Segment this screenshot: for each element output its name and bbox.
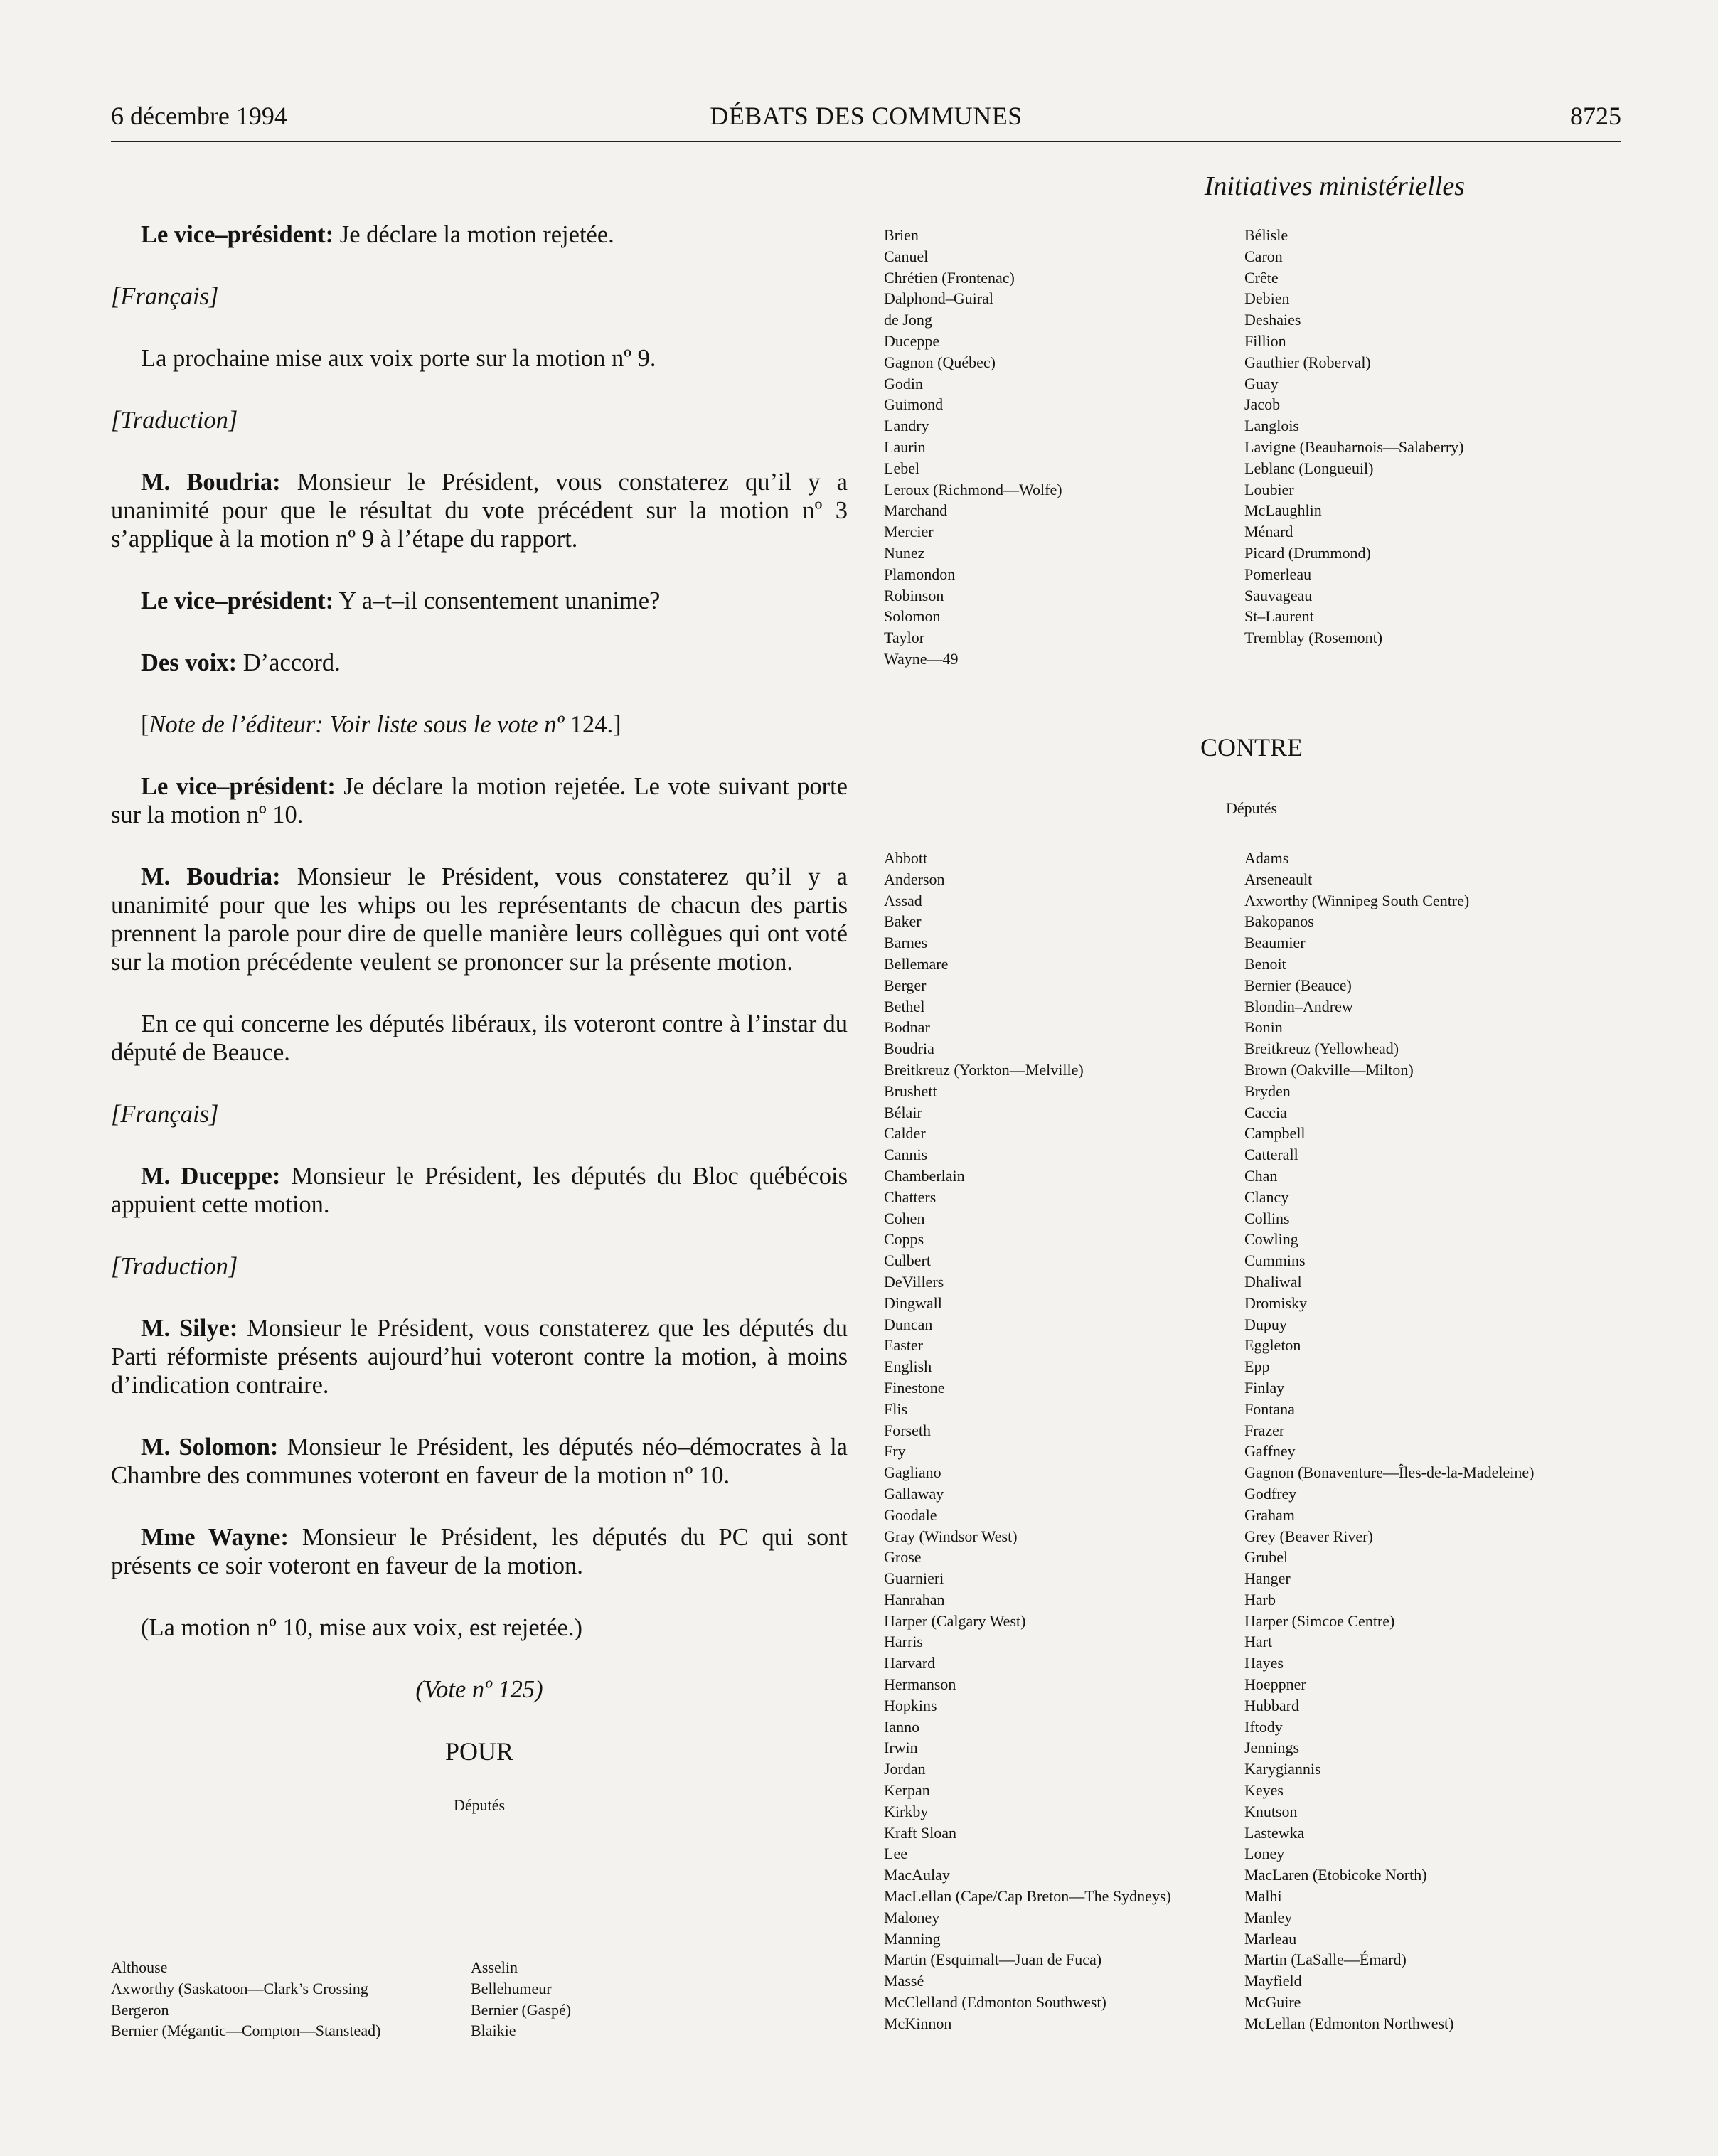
pour-list-right-col2 — [1244, 225, 1464, 649]
member-name: Solomon — [884, 607, 941, 626]
paragraph-11 — [111, 1433, 848, 1490]
member-name: Iftody — [1244, 1717, 1283, 1736]
member-name: Bellehumeur — [471, 1979, 552, 1997]
speech: Y a–t–il consentement unanime? — [334, 587, 661, 614]
language-tag: [Français] — [111, 283, 219, 310]
member-name: McGuire — [1244, 1993, 1301, 2012]
member-name: Martin (Esquimalt—Juan de Fuca) — [884, 1950, 1102, 1969]
member-name: Jennings — [1244, 1739, 1299, 1757]
pour-list-right-col1 — [884, 225, 1062, 670]
member-name: Eggleton — [1244, 1336, 1301, 1355]
speaker: M. Boudria: — [141, 469, 281, 496]
member-name: Pomerleau — [1244, 565, 1312, 583]
member-name: Bélair — [884, 1103, 922, 1121]
contre-deputes-label: Députés — [1225, 799, 1278, 817]
member-name: McLaughlin — [1244, 501, 1322, 520]
member-name: Grubel — [1244, 1548, 1288, 1567]
member-name: Adams — [1244, 849, 1289, 867]
member-name: Chatters — [884, 1188, 937, 1206]
member-name: Guay — [1244, 374, 1279, 393]
member-name: Dalphond–Guiral — [884, 289, 993, 308]
member-name: Deshaies — [1244, 311, 1301, 329]
member-name: Barnes — [884, 934, 928, 952]
member-name: Hoeppner — [1244, 1675, 1306, 1694]
member-name: Axworthy (Saskatoon—Clark’s Crossing — [111, 1979, 368, 1997]
member-name: MacLaren (Etobicoke North) — [1244, 1866, 1427, 1884]
member-name: Mercier — [884, 523, 934, 541]
member-name: Ianno — [884, 1717, 920, 1736]
member-name: Althouse — [111, 1958, 168, 1976]
member-name: Landry — [884, 417, 929, 435]
member-name: Flis — [884, 1399, 908, 1418]
speech: Monsieur le Président, vous constaterez qu’il y a unanimité pour que le résultat du vote précédent sur la motion nº 3 s’applique à la motion nº 9 à l’étape du rapport. — [111, 469, 848, 553]
speech: D’accord. — [237, 649, 341, 676]
member-name: Chamberlain — [884, 1166, 965, 1185]
member-name: Dingwall — [884, 1293, 942, 1312]
member-name: Breitkreuz (Yellowhead) — [1244, 1040, 1399, 1058]
member-name: Ménard — [1244, 523, 1293, 541]
paragraph-12 — [111, 1523, 848, 1580]
speaker: Le vice–président: — [141, 587, 334, 614]
speech: Je déclare la motion rejetée. — [334, 221, 614, 248]
member-name: Bernier (Gaspé) — [471, 2000, 572, 2019]
paragraph-1 — [111, 220, 848, 249]
left-column — [111, 220, 848, 1848]
member-name: Duceppe — [884, 331, 940, 350]
pour-heading: POUR — [444, 1737, 514, 1766]
member-name: McKinnon — [884, 2014, 952, 2032]
member-name: Boudria — [884, 1040, 934, 1058]
member-name: Jacob — [1244, 395, 1281, 414]
member-name: Harper (Calgary West) — [884, 1611, 1026, 1630]
member-name: Duncan — [884, 1315, 933, 1333]
speech: Monsieur le Président, vous constaterez qu’il y a unanimité pour que les whips ou les représentants de chacun des partis prennent la parole pour dire de quelle manière leurs collègues qui ont voté sur la motion précédente veulent se prononcer sur la présente motion. — [111, 863, 848, 976]
member-name: Clancy — [1244, 1188, 1289, 1206]
member-name: Beaumier — [1244, 934, 1306, 952]
member-name: Grose — [884, 1548, 922, 1567]
pour-list-left-col1 — [111, 1957, 380, 2042]
member-name: Canuel — [884, 247, 929, 265]
contre-list-col2 — [1244, 848, 1534, 2034]
member-name: Martin (LaSalle—Émard) — [1244, 1950, 1407, 1969]
member-name: Chan — [1244, 1166, 1278, 1185]
member-name: Hanger — [1244, 1569, 1291, 1588]
paragraph-5 — [111, 649, 848, 677]
member-name: Easter — [884, 1336, 923, 1355]
contre-list-col1 — [884, 848, 1171, 2034]
speech: Monsieur le Président, les députés néo–démocrates à la Chambre des communes voteront en faveur de la motion nº 10. — [111, 1434, 848, 1489]
speaker: M. Solomon: — [141, 1434, 279, 1461]
member-name: Bernier (Mégantic—Compton—Stanstead) — [111, 2022, 381, 2040]
member-name: Asselin — [471, 1958, 518, 1976]
member-name: St–Laurent — [1244, 607, 1314, 626]
member-name: Dromisky — [1244, 1293, 1307, 1312]
member-name: Gagnon (Québec) — [884, 353, 996, 371]
header-title: DÉBATS DES COMMUNES — [710, 102, 1023, 130]
member-name: Manning — [884, 1929, 941, 1948]
member-name: Harb — [1244, 1590, 1276, 1608]
member-name: Copps — [884, 1230, 924, 1249]
paragraph-9 — [111, 1162, 848, 1219]
member-name: Hayes — [1244, 1654, 1284, 1672]
member-name: Blondin–Andrew — [1244, 997, 1353, 1015]
member-name: Leblanc (Longueuil) — [1244, 459, 1374, 477]
member-name: Debien — [1244, 289, 1290, 308]
member-name: Knutson — [1244, 1802, 1298, 1820]
member-name: Bergeron — [111, 2000, 169, 2019]
member-name: Bélisle — [1244, 226, 1288, 244]
member-name: Laurin — [884, 437, 926, 456]
member-name: Fry — [884, 1442, 906, 1461]
member-name: Manley — [1244, 1908, 1293, 1926]
member-name: Hubbard — [1244, 1696, 1299, 1714]
speaker: Le vice–président: — [141, 773, 336, 800]
page-header — [111, 97, 1621, 142]
member-name: Taylor — [884, 629, 925, 647]
member-name: Bakopanos — [1244, 912, 1314, 931]
member-name: Marchand — [884, 501, 948, 520]
member-name: Graham — [1244, 1505, 1295, 1524]
member-name: Gray (Windsor West) — [884, 1527, 1018, 1545]
member-name: Baker — [884, 912, 922, 931]
member-name: Bethel — [884, 997, 925, 1015]
member-name: Anderson — [884, 870, 945, 888]
member-name: Brown (Oakville—Milton) — [1244, 1060, 1414, 1079]
member-name: Forseth — [884, 1421, 931, 1439]
member-name: Guimond — [884, 395, 944, 414]
member-name: Goodale — [884, 1505, 937, 1524]
member-name: Gauthier (Roberval) — [1244, 353, 1371, 371]
deputes-label: Députés — [453, 1796, 506, 1814]
member-name: Grey (Beaver River) — [1244, 1527, 1373, 1545]
member-name: Godin — [884, 374, 923, 393]
speech: Monsieur le Président, les députés du Bloc québécois appuient cette motion. — [111, 1163, 848, 1218]
member-name: Blaikie — [471, 2022, 516, 2040]
vote-label: (Vote nº 125) — [415, 1676, 543, 1703]
editor-note: [Note de l’éditeur: Voir liste sous le vote nº 124.] — [141, 711, 621, 738]
member-name: Marleau — [1244, 1929, 1297, 1948]
member-name: Fillion — [1244, 331, 1286, 350]
member-name: Brien — [884, 226, 919, 244]
member-name: Bryden — [1244, 1082, 1291, 1100]
member-name: Plamondon — [884, 565, 956, 583]
member-name: Hopkins — [884, 1696, 937, 1714]
member-name: Calder — [884, 1124, 926, 1143]
member-name: Gagliano — [884, 1463, 941, 1482]
member-name: Finestone — [884, 1378, 945, 1397]
member-name: Kraft Sloan — [884, 1823, 957, 1842]
section-title: Initiatives ministérielles — [1204, 171, 1465, 201]
member-name: Guarnieri — [884, 1569, 944, 1588]
member-name: Kirkby — [884, 1802, 929, 1820]
member-name: Cowling — [1244, 1230, 1298, 1249]
member-name: Leroux (Richmond—Wolfe) — [884, 480, 1062, 498]
member-name: Picard (Drummond) — [1244, 543, 1371, 562]
member-name: Keyes — [1244, 1781, 1284, 1800]
pour-list-left-col2 — [471, 1957, 571, 2042]
member-name: Loney — [1244, 1845, 1285, 1863]
member-name: Arseneault — [1244, 870, 1313, 888]
speech: Monsieur le Président, vous constaterez que les députés du Parti réformiste présents aujourd’hui voteront contre la motion, à moins d’indication contraire. — [111, 1315, 848, 1399]
member-name: de Jong — [884, 311, 932, 329]
paragraph-10 — [111, 1314, 848, 1399]
member-name: Catterall — [1244, 1146, 1298, 1164]
member-name: MacAulay — [884, 1866, 950, 1884]
member-name: Hermanson — [884, 1675, 956, 1694]
language-tag: [Traduction] — [111, 1253, 238, 1280]
paragraph-3 — [111, 468, 848, 553]
member-name: Harvard — [884, 1654, 936, 1672]
paragraph-7 — [111, 863, 848, 976]
member-name: Collins — [1244, 1209, 1290, 1227]
member-name: Hanrahan — [884, 1590, 945, 1608]
member-name: Irwin — [884, 1739, 918, 1757]
header-page-number: 8725 — [1570, 102, 1621, 130]
language-tag: [Français] — [111, 1101, 219, 1128]
paragraph-13: (La motion nº 10, mise aux voix, est rejetée.) — [141, 1614, 582, 1641]
member-name: Massé — [884, 1972, 924, 1990]
member-name: Cummins — [1244, 1252, 1306, 1270]
member-name: Culbert — [884, 1252, 931, 1270]
member-name: Breitkreuz (Yorkton—Melville) — [884, 1060, 1084, 1079]
speaker: Des voix: — [141, 649, 238, 676]
paragraph-4 — [111, 587, 848, 615]
member-name: Harris — [884, 1633, 923, 1651]
member-name: Epp — [1244, 1357, 1270, 1376]
member-name: Brushett — [884, 1082, 937, 1100]
member-name: Harper (Simcoe Centre) — [1244, 1611, 1395, 1630]
member-name: Loubier — [1244, 480, 1294, 498]
member-name: Gaffney — [1244, 1442, 1296, 1461]
speech: Je déclare la motion rejetée. Le vote suivant porte sur la motion nº 10. — [111, 773, 848, 828]
member-name: Robinson — [884, 586, 944, 604]
member-name: Crête — [1244, 268, 1279, 287]
member-name: Finlay — [1244, 1378, 1285, 1397]
speaker: M. Silye: — [141, 1315, 238, 1342]
member-name: Dhaliwal — [1244, 1272, 1302, 1291]
paragraph-8: En ce qui concerne les députés libéraux, ils voteront contre à l’instar du député de Beauce. — [111, 1010, 848, 1066]
speaker: Mme Wayne: — [141, 1524, 289, 1551]
speech: Monsieur le Président, les députés du PC qui sont présents ce soir voteront en faveur de la motion. — [111, 1524, 848, 1579]
member-name: Lastewka — [1244, 1823, 1305, 1842]
member-name: Frazer — [1244, 1421, 1285, 1439]
member-name: Fontana — [1244, 1399, 1295, 1418]
header-date: 6 décembre 1994 — [111, 102, 287, 130]
member-name: Abbott — [884, 849, 928, 867]
member-name: Maloney — [884, 1908, 940, 1926]
member-name: Bodnar — [884, 1018, 930, 1037]
member-name: Kerpan — [884, 1781, 930, 1800]
member-name: Wayne—49 — [884, 649, 959, 668]
member-name: Gallaway — [884, 1484, 944, 1503]
member-name: Langlois — [1244, 417, 1299, 435]
member-name: Assad — [884, 891, 922, 909]
language-tag: [Traduction] — [111, 407, 238, 434]
member-name: Benoit — [1244, 954, 1286, 973]
member-name: Malhi — [1244, 1887, 1282, 1906]
member-name: Bonin — [1244, 1018, 1283, 1037]
member-name: Gagnon (Bonaventure—Îles-de-la-Madeleine) — [1244, 1463, 1535, 1482]
member-name: Bernier (Beauce) — [1244, 976, 1352, 994]
member-name: MacLellan (Cape/Cap Breton—The Sydneys) — [884, 1887, 1171, 1906]
member-name: Tremblay (Rosemont) — [1244, 629, 1383, 647]
member-name: Lee — [884, 1845, 907, 1863]
member-name: Cohen — [884, 1209, 925, 1227]
contre-heading: CONTRE — [1200, 733, 1303, 762]
member-name: Caccia — [1244, 1103, 1287, 1121]
member-name: Hart — [1244, 1633, 1273, 1651]
member-name: Dupuy — [1244, 1315, 1287, 1333]
member-name: English — [884, 1357, 932, 1376]
member-name: Jordan — [884, 1760, 926, 1778]
member-name: Mayfield — [1244, 1972, 1302, 1990]
member-name: Sauvageau — [1244, 586, 1313, 604]
member-name: Campbell — [1244, 1124, 1306, 1143]
speaker: Le vice–président: — [141, 221, 334, 248]
member-name: Caron — [1244, 247, 1283, 265]
member-name: McClelland (Edmonton Southwest) — [884, 1993, 1106, 2012]
member-name: Chrétien (Frontenac) — [884, 268, 1015, 287]
member-name: Bellemare — [884, 954, 949, 973]
member-name: Godfrey — [1244, 1484, 1297, 1503]
speaker: M. Boudria: — [141, 863, 281, 890]
member-name: Cannis — [884, 1146, 928, 1164]
speaker: M. Duceppe: — [141, 1163, 281, 1190]
member-name: Lebel — [884, 459, 920, 477]
member-name: Axworthy (Winnipeg South Centre) — [1244, 891, 1470, 909]
member-name: Lavigne (Beauharnois—Salaberry) — [1244, 437, 1464, 456]
member-name: Karygiannis — [1244, 1760, 1321, 1778]
paragraph-2: La prochaine mise aux voix porte sur la motion nº 9. — [141, 345, 656, 372]
member-name: Berger — [884, 976, 927, 994]
member-name: DeVillers — [884, 1272, 944, 1291]
member-name: Nunez — [884, 543, 925, 562]
paragraph-6 — [111, 772, 848, 829]
member-name: McLellan (Edmonton Northwest) — [1244, 2014, 1454, 2032]
